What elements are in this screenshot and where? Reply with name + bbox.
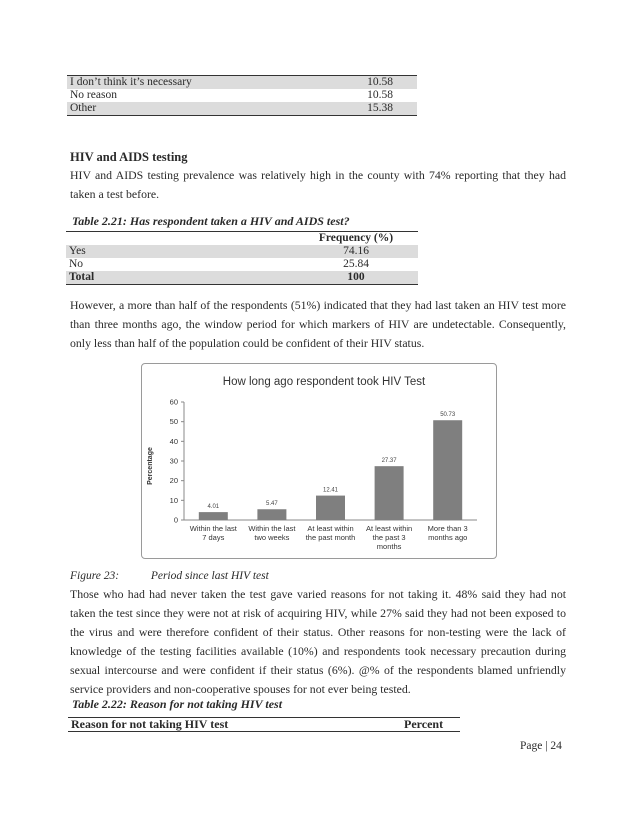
column-header-reason: Reason for not taking HIV test xyxy=(71,717,229,731)
figure-number: Figure 23: xyxy=(70,570,120,582)
bar xyxy=(316,496,345,520)
figure-caption xyxy=(70,570,269,582)
y-tick-label: 10 xyxy=(169,495,178,505)
x-category-label: Within the last 7 days xyxy=(189,524,237,542)
table-total-row xyxy=(66,271,418,285)
y-tick-label: 30 xyxy=(169,456,178,466)
paragraph-testing-prevalence: HIV and AIDS testing prevalence was relatively high in the county with 74% reporting that they had taken a test before. xyxy=(70,168,566,201)
y-tick-label: 40 xyxy=(169,436,178,446)
row-label: I don’t think it’s necessary xyxy=(67,76,340,90)
row-value: 10.58 xyxy=(367,89,393,101)
page-number: Page | 24 xyxy=(520,740,562,752)
table-header-row xyxy=(66,232,418,246)
row-label: Yes xyxy=(66,245,291,258)
paragraph-window-period: However, a more than half of the respondents (51%) indicated that they had last taken an HIV test more than three months ago, the window period for which markers of HIV are undetectable. Consequently, only less than half of the population could be confident of their HIV status. xyxy=(70,298,566,350)
chart-y-axis-label: Percentage xyxy=(147,447,154,485)
bar-value-label: 50.73 xyxy=(440,412,456,419)
table-2-21 xyxy=(66,231,418,285)
hiv-test-chart xyxy=(141,363,497,559)
table-2-22-caption: Table 2.22: Reason for not taking HIV test xyxy=(72,697,283,711)
bar xyxy=(257,509,286,520)
section-heading: HIV and AIDS testing xyxy=(70,150,188,164)
bar-value-label: 5.47 xyxy=(266,501,278,508)
row-value: 25.84 xyxy=(343,258,369,270)
table-row xyxy=(66,245,418,258)
table-row xyxy=(67,76,417,90)
bar xyxy=(433,420,462,520)
column-header-percent: Percent xyxy=(404,717,444,731)
row-value: 100 xyxy=(291,271,418,285)
y-tick-label: 60 xyxy=(169,397,178,407)
row-label: Total xyxy=(66,271,291,285)
x-category-label: At least within the past 3 months xyxy=(365,524,413,551)
x-category-label: At least within the past month xyxy=(305,524,356,542)
top-table xyxy=(67,75,417,116)
row-label: Other xyxy=(67,102,340,116)
table-row xyxy=(67,102,417,116)
row-value: 15.38 xyxy=(340,102,417,116)
table-header-row xyxy=(68,718,460,732)
y-tick-label: 0 xyxy=(173,515,178,525)
bar xyxy=(375,466,404,520)
table-row xyxy=(66,258,418,271)
bar-value-label: 4.01 xyxy=(207,504,220,511)
table-row xyxy=(67,89,417,102)
y-tick-label: 50 xyxy=(169,417,178,427)
x-category-label: Within the last two weeks xyxy=(248,524,296,542)
bar-value-label: 12.41 xyxy=(322,487,339,494)
y-tick-label: 20 xyxy=(169,476,178,486)
column-header-frequency: Frequency (%) xyxy=(318,232,394,244)
row-value: 74.16 xyxy=(291,245,418,258)
table-2-21-caption: Table 2.21: Has respondent taken a HIV and AIDS test? xyxy=(72,214,350,228)
x-category-label: More than 3 months ago xyxy=(427,524,468,542)
paragraph-reasons: Those who had had never taken the test gave varied reasons for not taking it. 48% said they had not taken the test since they were not at risk of acquiring HIV, while 27% said they had not been exposed to the virus and were therefore confident of their status. Other reasons for non-testing were the lack of knowledge of the testing facilities available (10%) and respondents took necessary precaution during sexual intercourse and were confident if their status (6%). @% of the respondents blamed unfriendly service providers and non-cooperative spouses for not ever being tested. xyxy=(70,587,566,696)
chart-svg xyxy=(142,364,496,558)
row-label: No xyxy=(69,258,84,270)
row-label: No reason xyxy=(70,89,117,101)
bar xyxy=(199,512,228,520)
chart-title: How long ago respondent took HIV Test xyxy=(222,376,426,388)
table-2-22 xyxy=(68,717,460,732)
figure-title: Period since last HIV test xyxy=(150,570,269,582)
bar-value-label: 27.37 xyxy=(381,458,397,465)
row-value: 10.58 xyxy=(340,76,417,90)
